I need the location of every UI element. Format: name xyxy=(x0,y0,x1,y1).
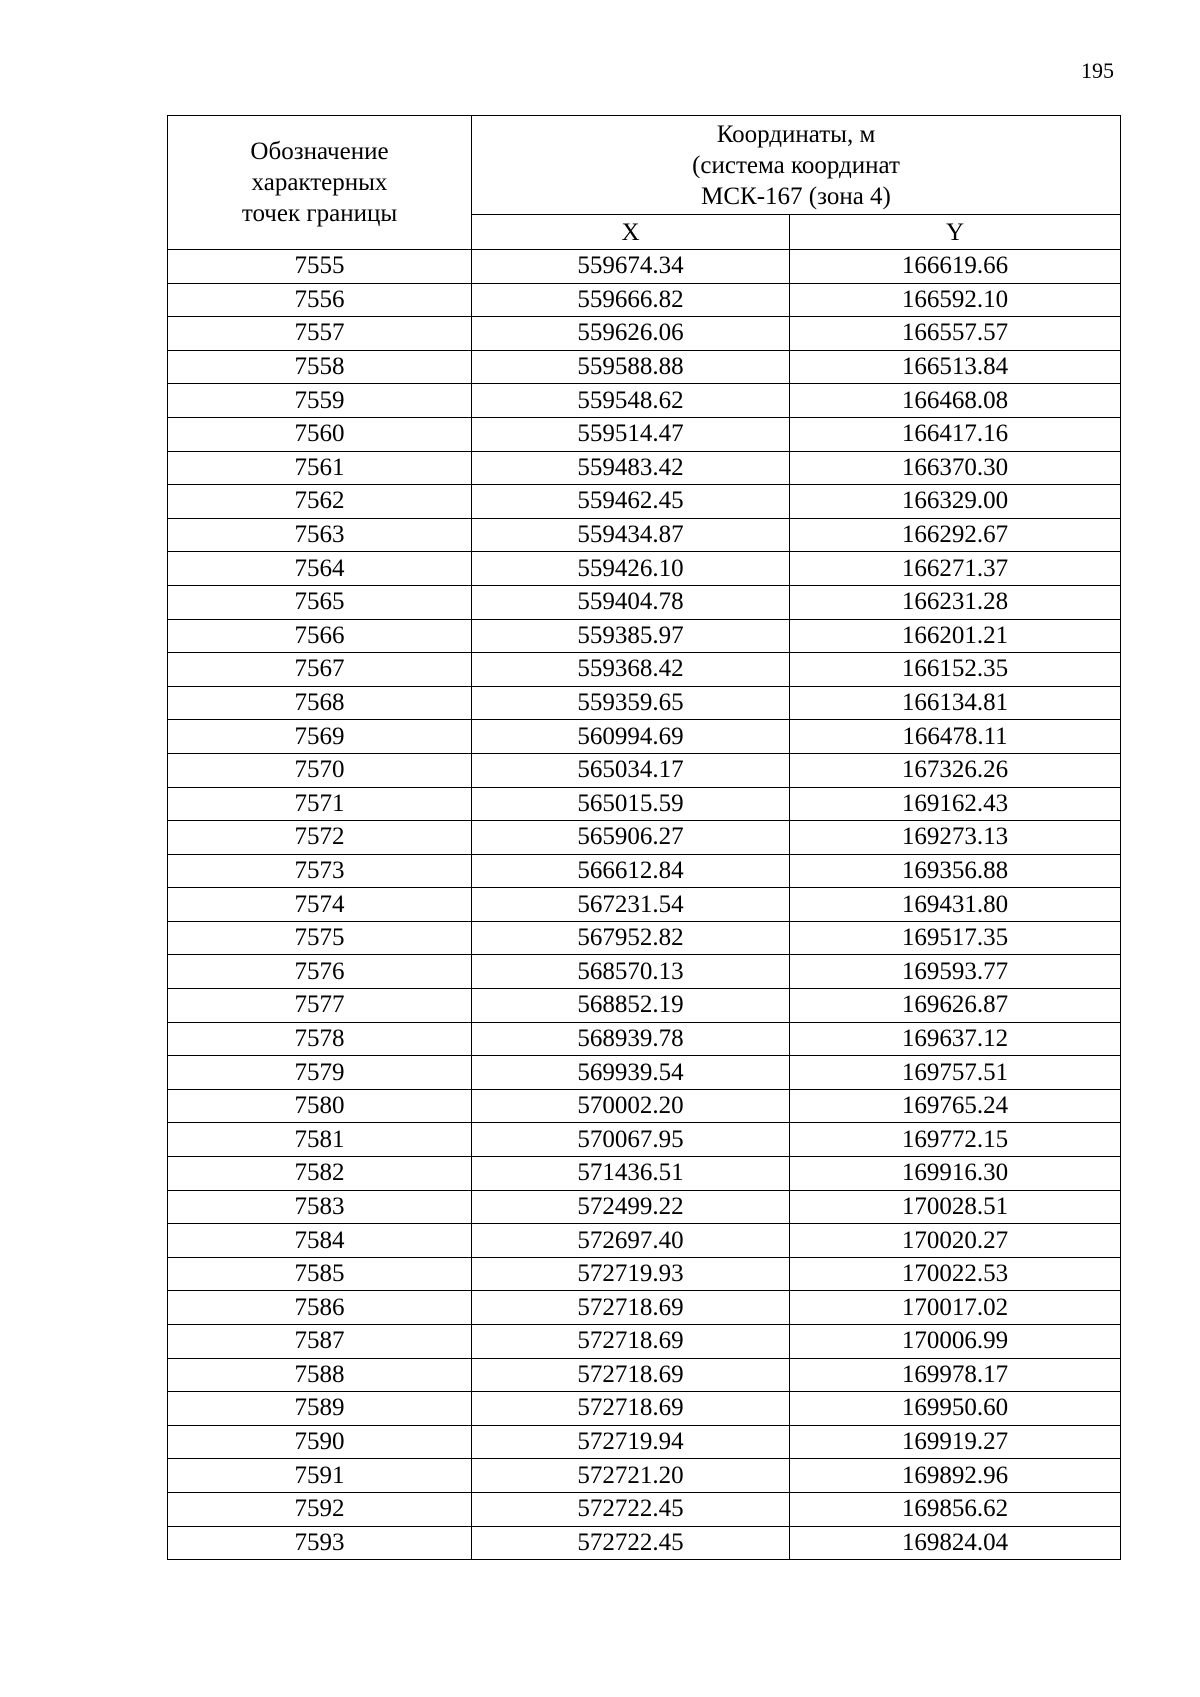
table-row xyxy=(168,989,1121,1023)
y-coordinate-cell: 169637.12 xyxy=(790,1022,1121,1056)
designation-header xyxy=(168,116,472,250)
y-coordinate-cell: 166417.16 xyxy=(790,417,1121,451)
x-coordinate-cell: 559404.78 xyxy=(472,585,790,619)
y-coordinate-cell: 169824.04 xyxy=(790,1526,1121,1560)
y-coordinate-cell: 169431.80 xyxy=(790,888,1121,922)
y-coordinate-cell: 169517.35 xyxy=(790,921,1121,955)
point-cell: 7592 xyxy=(168,1492,472,1526)
y-coordinate-cell: 169916.30 xyxy=(790,1157,1121,1191)
x-coordinate-cell: 559666.82 xyxy=(472,283,790,317)
table-row xyxy=(168,1224,1121,1258)
page-number: 195 xyxy=(1081,58,1114,83)
x-coordinate-cell: 568570.13 xyxy=(472,955,790,989)
y-coordinate-cell: 169978.17 xyxy=(790,1358,1121,1392)
point-cell: 7570 xyxy=(168,753,472,787)
table-row xyxy=(168,1492,1121,1526)
table-row xyxy=(168,1190,1121,1224)
y-coordinate-cell: 166152.35 xyxy=(790,653,1121,687)
point-cell: 7587 xyxy=(168,1325,472,1359)
table-row xyxy=(168,1459,1121,1493)
coordinates-header xyxy=(472,116,1121,215)
x-coordinate-cell: 572718.69 xyxy=(472,1325,790,1359)
table-row xyxy=(168,720,1121,754)
x-coordinate-cell: 560994.69 xyxy=(472,720,790,754)
table-row xyxy=(168,1325,1121,1359)
point-cell: 7586 xyxy=(168,1291,472,1325)
coordinates-header-line: Координаты, м xyxy=(716,120,876,148)
point-cell: 7583 xyxy=(168,1190,472,1224)
x-coordinate-cell: 565015.59 xyxy=(472,787,790,821)
point-cell: 7569 xyxy=(168,720,472,754)
point-cell: 7579 xyxy=(168,1056,472,1090)
x-coordinate-cell: 559368.42 xyxy=(472,653,790,687)
x-coordinate-cell: 559483.42 xyxy=(472,451,790,485)
y-coordinate-cell: 169757.51 xyxy=(790,1056,1121,1090)
y-coordinate-cell: 166619.66 xyxy=(790,250,1121,284)
y-coordinate-cell: 166201.21 xyxy=(790,619,1121,653)
x-coordinate-cell: 572718.69 xyxy=(472,1358,790,1392)
x-coordinate-cell: 572718.69 xyxy=(472,1392,790,1426)
point-cell: 7581 xyxy=(168,1123,472,1157)
point-cell: 7571 xyxy=(168,787,472,821)
table-row xyxy=(168,787,1121,821)
designation-header-line: характерных xyxy=(251,169,388,196)
point-cell: 7578 xyxy=(168,1022,472,1056)
x-coordinate-cell: 572499.22 xyxy=(472,1190,790,1224)
y-coordinate-cell: 166513.84 xyxy=(790,350,1121,384)
y-coordinate-cell: 170022.53 xyxy=(790,1257,1121,1291)
point-cell: 7556 xyxy=(168,283,472,317)
x-coordinate-cell: 559359.65 xyxy=(472,686,790,720)
table-row xyxy=(168,350,1121,384)
point-cell: 7577 xyxy=(168,989,472,1023)
y-coordinate-cell: 166292.67 xyxy=(790,518,1121,552)
x-coordinate-cell: 572719.94 xyxy=(472,1425,790,1459)
x-coordinate-cell: 568852.19 xyxy=(472,989,790,1023)
table-row xyxy=(168,585,1121,619)
y-coordinate-cell: 170020.27 xyxy=(790,1224,1121,1258)
table-row xyxy=(168,417,1121,451)
y-coordinate-cell: 166134.81 xyxy=(790,686,1121,720)
table-body xyxy=(168,250,1121,1560)
table-row xyxy=(168,1056,1121,1090)
table-row xyxy=(168,686,1121,720)
point-cell: 7563 xyxy=(168,518,472,552)
table-row xyxy=(168,1157,1121,1191)
x-coordinate-cell: 569939.54 xyxy=(472,1056,790,1090)
x-coordinate-cell: 572721.20 xyxy=(472,1459,790,1493)
x-coordinate-cell: 559434.87 xyxy=(472,518,790,552)
x-coordinate-cell: 572722.45 xyxy=(472,1526,790,1560)
y-coordinate-cell: 166557.57 xyxy=(790,317,1121,351)
coordinates-header-line: МСК-167 (зона 4) xyxy=(701,182,891,210)
x-coordinate-cell: 572718.69 xyxy=(472,1291,790,1325)
x-coordinate-cell: 559462.45 xyxy=(472,485,790,519)
point-cell: 7593 xyxy=(168,1526,472,1560)
table-row xyxy=(168,821,1121,855)
y-coordinate-cell: 169162.43 xyxy=(790,787,1121,821)
point-cell: 7591 xyxy=(168,1459,472,1493)
point-cell: 7557 xyxy=(168,317,472,351)
point-cell: 7555 xyxy=(168,250,472,284)
table-row xyxy=(168,1392,1121,1426)
table-row xyxy=(168,1257,1121,1291)
point-cell: 7589 xyxy=(168,1392,472,1426)
y-coordinate-cell: 169772.15 xyxy=(790,1123,1121,1157)
point-cell: 7565 xyxy=(168,585,472,619)
table-row xyxy=(168,1089,1121,1123)
x-coordinate-cell: 572697.40 xyxy=(472,1224,790,1258)
point-cell: 7588 xyxy=(168,1358,472,1392)
y-coordinate-cell: 169626.87 xyxy=(790,989,1121,1023)
point-cell: 7561 xyxy=(168,451,472,485)
x-coordinate-cell: 567952.82 xyxy=(472,921,790,955)
point-cell: 7566 xyxy=(168,619,472,653)
x-coordinate-cell: 559588.88 xyxy=(472,350,790,384)
table-row xyxy=(168,1526,1121,1560)
table-header xyxy=(168,116,1121,250)
x-coordinate-cell: 565906.27 xyxy=(472,821,790,855)
table-row xyxy=(168,317,1121,351)
table-row xyxy=(168,1425,1121,1459)
y-coordinate-cell: 166231.28 xyxy=(790,585,1121,619)
point-cell: 7564 xyxy=(168,552,472,586)
x-coordinate-cell: 559674.34 xyxy=(472,250,790,284)
y-coordinate-cell: 166329.00 xyxy=(790,485,1121,519)
point-cell: 7590 xyxy=(168,1425,472,1459)
point-cell: 7573 xyxy=(168,854,472,888)
point-cell: 7574 xyxy=(168,888,472,922)
y-coordinate-cell: 169273.13 xyxy=(790,821,1121,855)
table-row xyxy=(168,552,1121,586)
y-coordinate-cell: 170028.51 xyxy=(790,1190,1121,1224)
y-coordinate-cell: 167326.26 xyxy=(790,753,1121,787)
x-coordinate-cell: 565034.17 xyxy=(472,753,790,787)
y-coordinate-cell: 166370.30 xyxy=(790,451,1121,485)
table-row xyxy=(168,619,1121,653)
x-coordinate-cell: 559426.10 xyxy=(472,552,790,586)
coordinates-header-line: (система координат xyxy=(692,151,900,179)
y-coordinate-cell: 170006.99 xyxy=(790,1325,1121,1359)
coordinates-table xyxy=(167,115,1121,1560)
table-row xyxy=(168,485,1121,519)
table-row xyxy=(168,1358,1121,1392)
designation-header-line: Обозначение xyxy=(250,138,389,165)
point-cell: 7567 xyxy=(168,653,472,687)
x-coordinate-cell: 559548.62 xyxy=(472,384,790,418)
point-cell: 7562 xyxy=(168,485,472,519)
y-coordinate-cell: 169356.88 xyxy=(790,854,1121,888)
y-coordinate-cell: 166592.10 xyxy=(790,283,1121,317)
table-row xyxy=(168,518,1121,552)
table-row xyxy=(168,888,1121,922)
table-row xyxy=(168,451,1121,485)
y-coordinate-cell: 170017.02 xyxy=(790,1291,1121,1325)
y-coordinate-cell: 169950.60 xyxy=(790,1392,1121,1426)
y-coordinate-cell: 166468.08 xyxy=(790,384,1121,418)
x-coordinate-cell: 567231.54 xyxy=(472,888,790,922)
x-coordinate-cell: 566612.84 xyxy=(472,854,790,888)
table-row xyxy=(168,854,1121,888)
table-row xyxy=(168,283,1121,317)
x-coordinate-cell: 568939.78 xyxy=(472,1022,790,1056)
x-coordinate-cell: 559514.47 xyxy=(472,417,790,451)
x-coordinate-cell: 571436.51 xyxy=(472,1157,790,1191)
x-coordinate-cell: 572719.93 xyxy=(472,1257,790,1291)
table-row xyxy=(168,384,1121,418)
x-coordinate-cell: 570002.20 xyxy=(472,1089,790,1123)
table-row xyxy=(168,753,1121,787)
table-row xyxy=(168,653,1121,687)
point-cell: 7560 xyxy=(168,417,472,451)
designation-header-line: точек границы xyxy=(241,200,398,227)
table-row xyxy=(168,921,1121,955)
y-coordinate-cell: 166271.37 xyxy=(790,552,1121,586)
x-coordinate-cell: 570067.95 xyxy=(472,1123,790,1157)
point-cell: 7568 xyxy=(168,686,472,720)
table-row xyxy=(168,955,1121,989)
point-cell: 7582 xyxy=(168,1157,472,1191)
y-coordinate-cell: 169919.27 xyxy=(790,1425,1121,1459)
y-coordinate-cell: 169892.96 xyxy=(790,1459,1121,1493)
table-row xyxy=(168,250,1121,284)
point-cell: 7575 xyxy=(168,921,472,955)
point-cell: 7580 xyxy=(168,1089,472,1123)
table-row xyxy=(168,1123,1121,1157)
point-cell: 7584 xyxy=(168,1224,472,1258)
y-coordinate-cell: 169593.77 xyxy=(790,955,1121,989)
point-cell: 7559 xyxy=(168,384,472,418)
point-cell: 7576 xyxy=(168,955,472,989)
point-cell: 7585 xyxy=(168,1257,472,1291)
x-coordinate-cell: 559385.97 xyxy=(472,619,790,653)
table-row xyxy=(168,1022,1121,1056)
point-cell: 7572 xyxy=(168,821,472,855)
table-row xyxy=(168,1291,1121,1325)
y-coordinate-cell: 166478.11 xyxy=(790,720,1121,754)
x-coordinate-cell: 572722.45 xyxy=(472,1492,790,1526)
y-coordinate-cell: 169765.24 xyxy=(790,1089,1121,1123)
y-column-header: Y xyxy=(790,215,1121,250)
x-column-header: X xyxy=(472,215,790,250)
x-coordinate-cell: 559626.06 xyxy=(472,317,790,351)
y-coordinate-cell: 169856.62 xyxy=(790,1492,1121,1526)
point-cell: 7558 xyxy=(168,350,472,384)
